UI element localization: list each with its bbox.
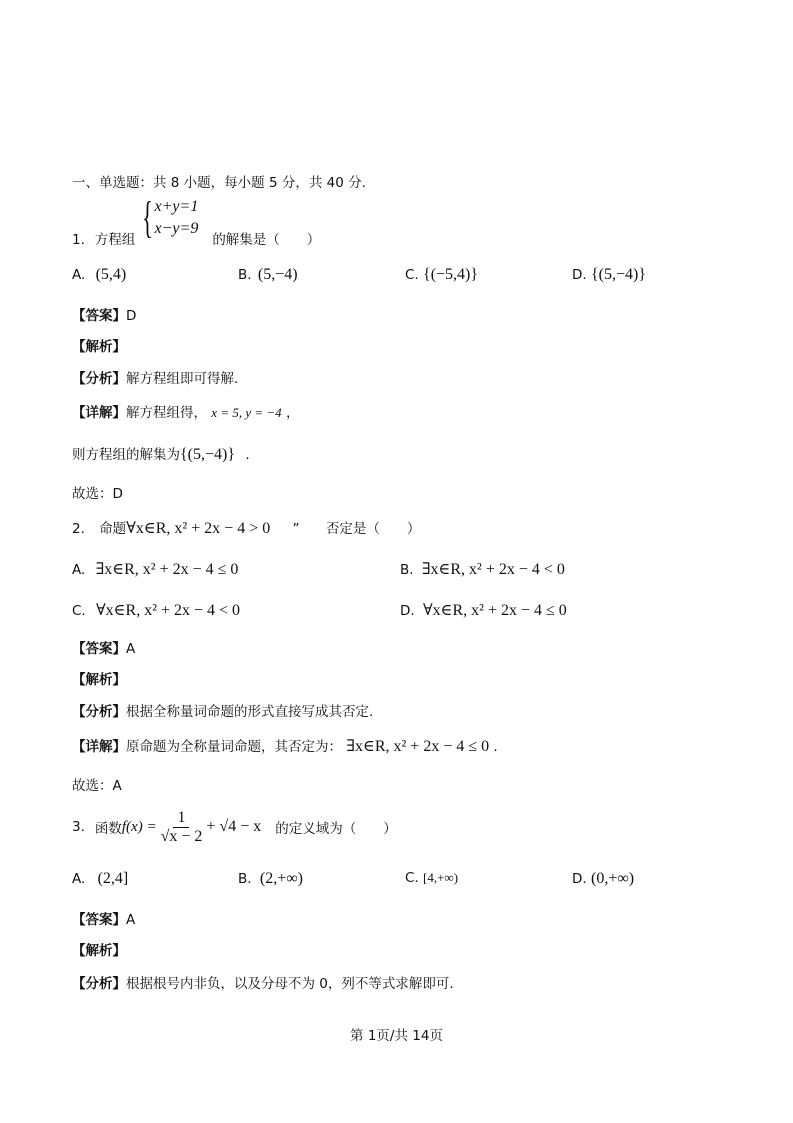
- reason-line: [72, 700, 373, 720]
- detail-math: ∃x∈R, x² + 2x − 4 ≤ 0: [346, 738, 490, 755]
- question-3-stem: [72, 804, 397, 850]
- option-label: D.: [400, 603, 415, 619]
- option-d: [572, 266, 646, 284]
- answer-line: [72, 637, 135, 657]
- option-a: [72, 559, 238, 579]
- conclusion-math: {(5,−4)}: [180, 446, 236, 463]
- reason-line: [72, 367, 238, 387]
- detail-suffix: ，: [285, 405, 300, 421]
- option-b: [238, 870, 303, 888]
- option-label: D.: [572, 871, 587, 887]
- option-math: (5,4): [95, 266, 127, 283]
- choice-prefix: 故选：: [72, 778, 113, 794]
- analysis-tag: 【解析】: [72, 943, 126, 959]
- detail-math: x = 5, y = −4: [211, 405, 282, 420]
- answer-tag: 【答案】: [72, 308, 126, 324]
- question-number: 3.: [72, 819, 85, 835]
- answer-value: A: [126, 641, 136, 657]
- reason-tag: 【分析】: [72, 976, 126, 992]
- question-number: 2.: [72, 521, 85, 537]
- option-a: [72, 870, 128, 888]
- question-number: 1.: [72, 232, 85, 248]
- question-math: ∀x∈R, x² + 2x − 4 > 0: [126, 520, 271, 537]
- detail-tag: 【详解】: [72, 405, 126, 421]
- section-heading: 一、单选题：共 8 小题，每小题 5 分，共 40 分.: [72, 175, 366, 191]
- answer-value: D: [126, 308, 137, 324]
- choice-line: [72, 774, 122, 794]
- option-math: (2,+∞): [259, 870, 303, 887]
- detail-line: [72, 735, 498, 756]
- option-math: ∃x∈R, x² + 2x − 4 < 0: [421, 561, 565, 578]
- option-math: [4,+∞): [423, 870, 459, 885]
- stem-quote: ”: [292, 521, 300, 537]
- equation-2: x−y=9: [154, 220, 199, 237]
- fraction: [161, 809, 203, 846]
- question-stem-text: 的解集是（ ）: [212, 232, 321, 248]
- detail-line: [72, 401, 299, 421]
- function-lhs: f(x) =: [121, 818, 157, 835]
- equation-system: [137, 193, 199, 242]
- reason-text: 根据全称量词命题的形式直接写成其否定.: [126, 704, 374, 720]
- choice-value: D: [112, 486, 123, 502]
- option-math: ∀x∈R, x² + 2x − 4 < 0: [96, 602, 241, 619]
- question-stem-text: 否定是（ ）: [325, 521, 421, 537]
- analysis-tag: 【解析】: [72, 672, 126, 688]
- option-a: [72, 266, 126, 284]
- question-stem-text: 命题: [99, 521, 127, 537]
- option-label: C.: [72, 603, 86, 619]
- detail-text: 解方程组得，: [126, 405, 207, 421]
- choice-prefix: 故选：: [72, 486, 113, 502]
- left-brace: {: [142, 193, 154, 242]
- option-b: [238, 266, 298, 284]
- detail-suffix: .: [493, 739, 498, 755]
- reason-tag: 【分析】: [72, 704, 126, 720]
- reason-line: [72, 972, 454, 992]
- fraction-numerator: 1: [173, 809, 189, 828]
- option-label: B.: [400, 562, 414, 578]
- option-label: B.: [238, 267, 252, 283]
- answer-line: [72, 908, 135, 928]
- analysis-tag: 【解析】: [72, 339, 126, 355]
- page-footer: 第 1页/共 14页: [350, 1028, 443, 1044]
- question-1-stem: [72, 193, 321, 248]
- option-label: B.: [238, 871, 252, 887]
- detail-tag: 【详解】: [72, 739, 126, 755]
- option-math: (0,+∞): [590, 870, 635, 887]
- equation-1: x+y=1: [154, 198, 199, 215]
- choice-line: [72, 482, 123, 502]
- option-label: A.: [72, 267, 86, 283]
- option-d: [572, 870, 634, 888]
- option-b: [400, 559, 565, 579]
- reason-text: 解方程组即可得解.: [126, 371, 239, 387]
- detail-text: 原命题为全称量词命题，其否定为：: [126, 739, 342, 755]
- option-label: A.: [72, 562, 86, 578]
- option-d: [400, 600, 567, 620]
- conclusion-text: 则方程组的解集为: [72, 447, 180, 463]
- reason-text: 根据根号内非负，以及分母不为 0，列不等式求解即可.: [126, 976, 454, 992]
- option-c: [72, 600, 240, 620]
- fraction-denominator: √x − 2: [160, 827, 203, 845]
- question-stem-text: 函数: [94, 821, 122, 837]
- option-c: [405, 266, 478, 284]
- choice-value: A: [112, 778, 122, 794]
- sqrt-term: + √4 − x: [206, 818, 262, 835]
- option-c: [405, 870, 458, 886]
- option-math: {(5,−4)}: [590, 266, 647, 283]
- answer-value: A: [126, 912, 136, 928]
- option-math: {(−5,4)}: [423, 266, 479, 283]
- answer-tag: 【答案】: [72, 912, 126, 928]
- option-math: ∃x∈R, x² + 2x − 4 ≤ 0: [95, 561, 239, 578]
- option-label: C.: [405, 870, 419, 886]
- question-stem-text: 方程组: [94, 232, 136, 248]
- question-2-stem: [72, 517, 420, 538]
- question-stem-text: 的定义域为（ ）: [275, 821, 397, 837]
- answer-tag: 【答案】: [72, 641, 126, 657]
- option-math: (5,−4): [257, 266, 298, 283]
- option-label: A.: [72, 871, 86, 887]
- option-math: ∀x∈R, x² + 2x − 4 ≤ 0: [422, 602, 567, 619]
- option-label: C.: [405, 267, 419, 283]
- conclusion-line: [72, 443, 250, 464]
- option-math: (2,4]: [97, 870, 129, 887]
- answer-line: [72, 304, 136, 324]
- reason-tag: 【分析】: [72, 371, 126, 387]
- option-label: D.: [572, 267, 587, 283]
- conclusion-suffix: .: [245, 447, 250, 463]
